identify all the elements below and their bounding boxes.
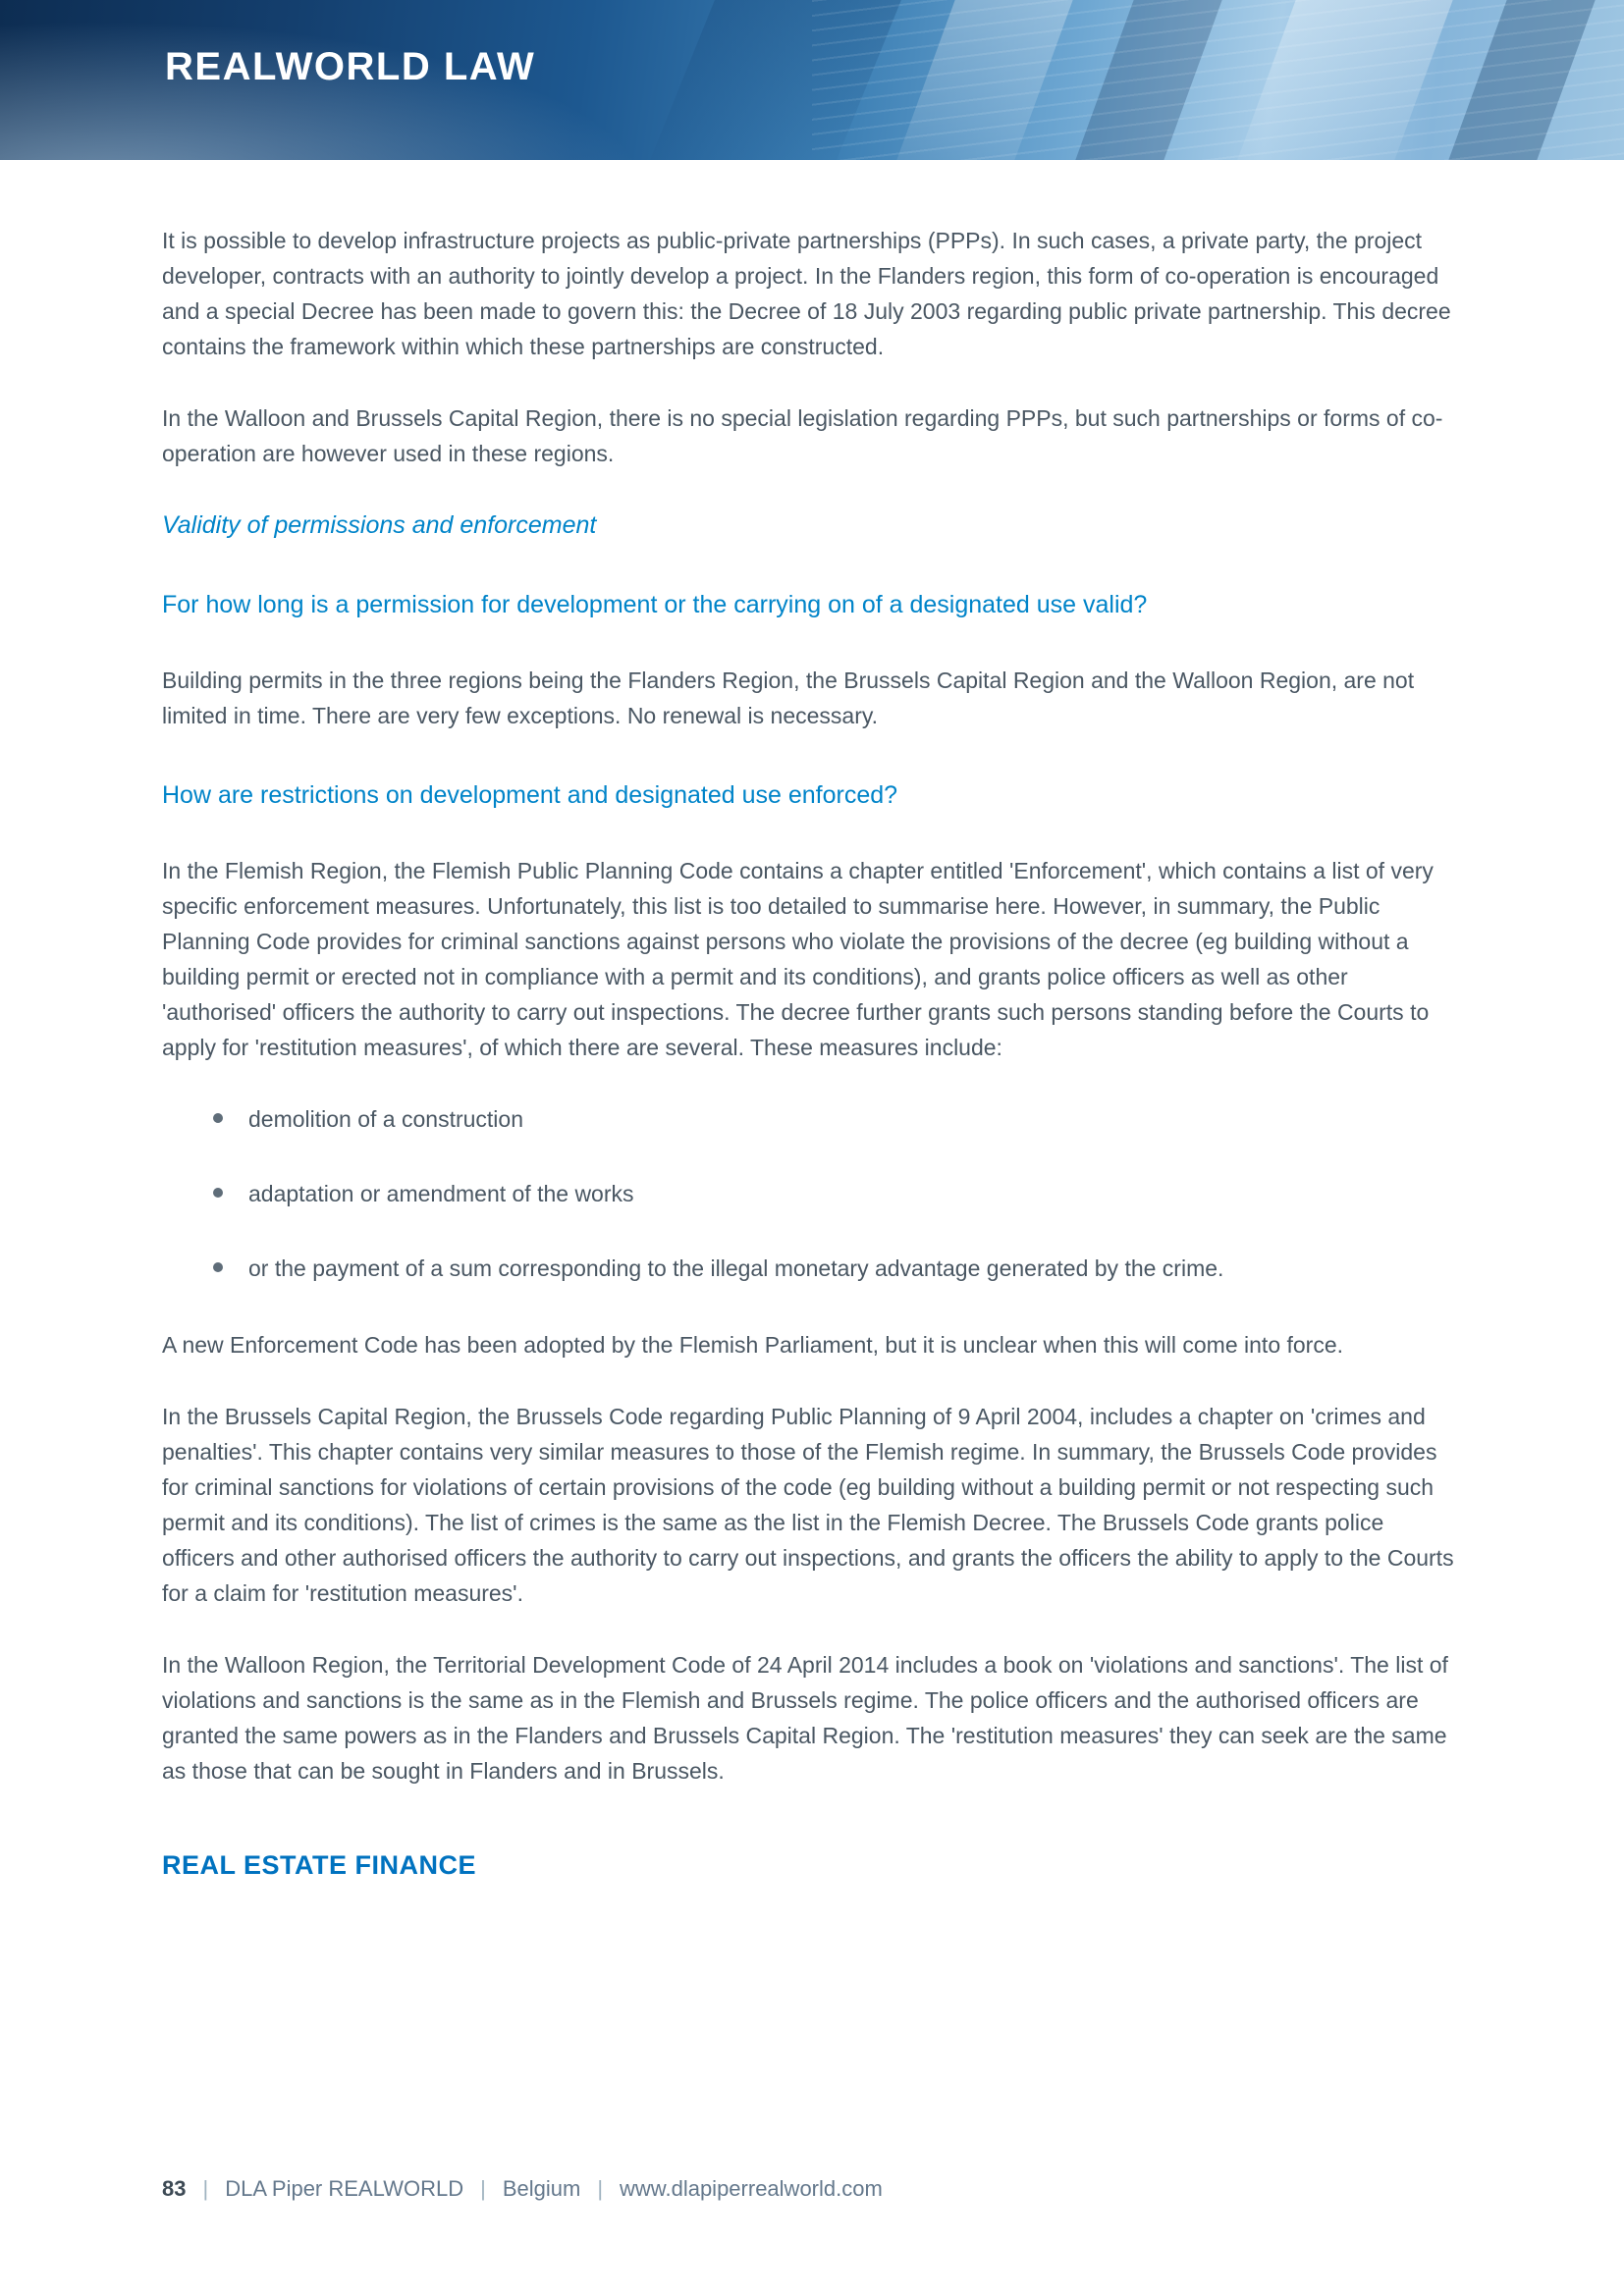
bullet-icon xyxy=(213,1113,223,1123)
footer-brand: DLA Piper REALWORLD xyxy=(225,2176,464,2201)
footer-website-link[interactable]: www.dlapiperrealworld.com xyxy=(620,2176,883,2201)
list-item-text: or the payment of a sum corresponding to the illegal monetary advantage generated by the crime. xyxy=(248,1255,1224,1281)
page-number: 83 xyxy=(162,2176,187,2201)
bullet-icon xyxy=(213,1188,223,1198)
footer-separator: | xyxy=(480,2176,486,2201)
paragraph-new-enforcement-code: A new Enforcement Code has been adopted by the Flemish Parliament, but it is unclear when this will come into force. xyxy=(162,1332,1344,1358)
banner-window-lines xyxy=(812,0,1624,160)
footer-country: Belgium xyxy=(502,2176,581,2201)
bullet-icon xyxy=(213,1262,223,1272)
enforcement-measures-list xyxy=(162,1101,1459,1286)
document-body xyxy=(0,160,1624,1883)
paragraph-building-permits: Building permits in the three regions being the Flanders Region, the Brussels Capital Region and the Walloon Region, are not limited in time. There are very few exceptions. No renewal is necessary. xyxy=(162,667,1415,728)
brand-title: REALWORLD LAW xyxy=(165,45,536,88)
paragraph-walloon-code: In the Walloon Region, the Territorial Development Code of 24 April 2014 includes a book on 'violations and sanctions'. The list of violations and sanctions is the same as in the Flemish and Brussels regime. The police officers and the authorised officers are granted the same powers as in the Flanders and Brussels Capital Region. The 'restitution measures' they can seek are the same as those that can be sought in Flanders and in Brussels. xyxy=(162,1652,1448,1784)
footer-separator: | xyxy=(202,2176,209,2201)
question-permission-validity: For how long is a permission for development or the carrying on of a designated use valid? xyxy=(162,591,1148,618)
footer-separator: | xyxy=(597,2176,604,2201)
paragraph-brussels-code: In the Brussels Capital Region, the Brussels Code regarding Public Planning of 9 April 2004, includes a chapter on 'crimes and penalties'. This chapter contains very similar measures to those of the Flemish regime. In summary, the Brussels Code provides for criminal sanctions for violations of certain provisions of the code (eg building without a building permit or not respecting such permit and its conditions). The list of crimes is the same as the list in the Flemish Decree. The Brussels Code grants police officers and other authorised officers the authority to carry out inspections, and grants the officers the ability to apply to the Courts for a claim for 'restitution measures'. xyxy=(162,1404,1454,1606)
question-restrictions-enforced: How are restrictions on development and designated use enforced? xyxy=(162,781,898,809)
paragraph-flemish-enforcement: In the Flemish Region, the Flemish Public Planning Code contains a chapter entitled 'Enforcement', which contains a list of very specific enforcement measures. Unfortunately, this list is too detailed to summarise here. However, in summary, the Public Planning Code provides for criminal sanctions against persons who violate the provisions of the decree (eg building without a building permit or erected not in compliance with a permit and its conditions), and grants police officers as well as other 'authorised' officers the authority to carry out inspections. The decree further grants such persons standing before the Courts to apply for 'restitution measures', of which there are several. These measures include: xyxy=(162,858,1434,1060)
section-heading-validity: Validity of permissions and enforcement xyxy=(162,511,597,539)
list-item xyxy=(162,1101,1459,1137)
list-item xyxy=(162,1251,1459,1286)
list-item xyxy=(162,1176,1459,1211)
section-heading-real-estate-finance: REAL ESTATE FINANCE xyxy=(162,1850,477,1880)
paragraph-ppp-intro: It is possible to develop infrastructure projects as public-private partnerships (PPPs). In such cases, a private party, the project developer, contracts with an authority to jointly develop a project. In the Flanders region, this form of co-operation is encouraged and a special Decree has been made to govern this: the Decree of 18 July 2003 regarding public private partnership. This decree contains the framework within which these partnerships are constructed. xyxy=(162,228,1451,359)
list-item-text: demolition of a construction xyxy=(248,1106,523,1132)
header-banner xyxy=(0,0,1624,160)
page-footer xyxy=(162,2176,883,2202)
paragraph-walloon-brussels-ppp: In the Walloon and Brussels Capital Region, there is no special legislation regarding PPPs, but such partnerships or forms of co-operation are however used in these regions. xyxy=(162,405,1443,466)
list-item-text: adaptation or amendment of the works xyxy=(248,1181,634,1206)
